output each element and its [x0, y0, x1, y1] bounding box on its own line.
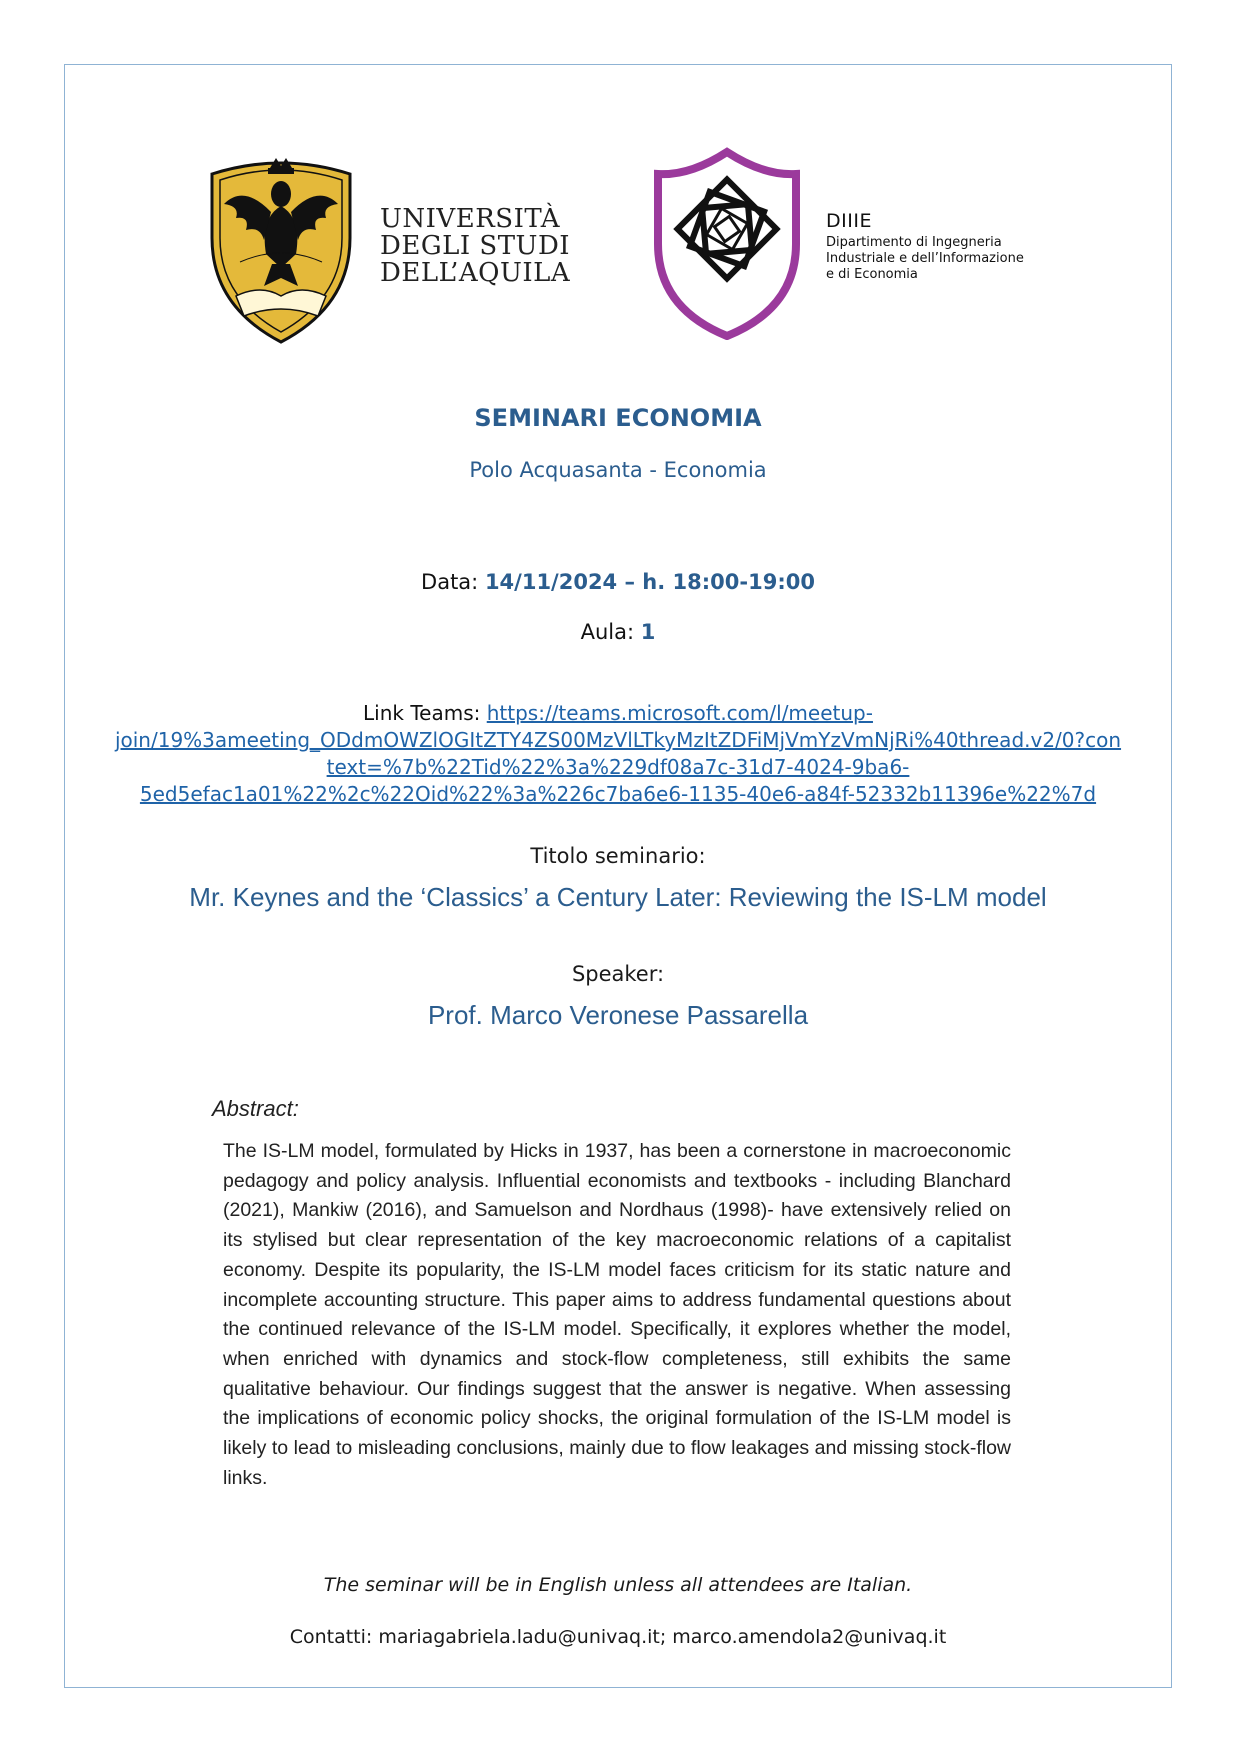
- aula-line: [64, 620, 1172, 644]
- aula-label: Aula:: [580, 620, 635, 644]
- page-subtitle: Polo Acquasanta - Economia: [469, 458, 767, 482]
- teams-link[interactable]: 5ed5efac1a01%22%2c%22Oid%22%3a%226c7ba6e6-1135-40e6-a84f-52332b11396e%22%7d: [139, 782, 1097, 806]
- teams-line-3: [64, 754, 1172, 781]
- univaq-name-line: UNIVERSITÀ: [380, 204, 561, 234]
- page-title: SEMINARI ECONOMIA: [474, 404, 762, 432]
- univaq-name-line: DEGLI STUDI: [380, 231, 571, 261]
- contacts-line: [64, 1626, 1172, 1648]
- contacts-label: Contatti:: [289, 1626, 373, 1648]
- date-line: [64, 570, 1172, 594]
- speaker-name: Prof. Marco Veronese Passarella: [427, 1000, 809, 1030]
- seminar-title: Mr. Keynes and the ‘Classics’ a Century Later: Reviewing the IS-LM model: [189, 882, 1047, 912]
- teams-line-1: [64, 700, 1172, 727]
- univaq-name: [380, 206, 570, 287]
- aula-value: 1: [640, 620, 656, 644]
- seminar-title-label: Titolo seminario:: [530, 844, 706, 868]
- teams-block: [64, 700, 1172, 808]
- teams-line-2: [64, 727, 1172, 754]
- diiie-line: Dipartimento di Ingegneria: [826, 235, 1002, 250]
- diiie-text: [826, 210, 1024, 283]
- diiie-line: e di Economia: [826, 267, 918, 282]
- diiie-shield-icon: [652, 146, 802, 340]
- contacts-emails[interactable]: mariagabriela.ladu@univaq.it; marco.amendola2@univaq.it: [378, 1626, 947, 1648]
- diiie-logo: [652, 146, 802, 340]
- date-value: 14/11/2024 – h. 18:00-19:00: [484, 570, 815, 594]
- univaq-shield-icon: [206, 146, 356, 346]
- teams-link[interactable]: https://teams.microsoft.com/l/meetup-: [486, 701, 873, 725]
- speaker-label: Speaker:: [571, 962, 665, 986]
- teams-label: Link Teams:: [363, 701, 481, 725]
- teams-link[interactable]: text=%7b%22Tid%22%3a%229df08a7c-31d7-4024-9ba6-: [326, 755, 910, 779]
- language-note: The seminar will be in English unless all attendees are Italian.: [323, 1574, 913, 1596]
- diiie-abbr: DIIIE: [826, 210, 872, 232]
- abstract-text: The IS-LM model, formulated by Hicks in 1937, has been a cornerstone in macroeconomic pedagogy and policy analysis. Influential economists and textbooks - including Blanchard (2021), Mankiw (2016), and Samuelson and Nordhaus (1998)- have extensively relied on its stylised but clear representation of the key macroeconomic relations of a capitalist economy. Despite its popularity, the IS-LM model faces criticism for its static nature and incomplete accounting structure. This paper aims to address fundamental questions about the continued relevance of the IS-LM model. Specifically, it explores whether the model, when enriched with dynamics and stock-flow completeness, still exhibits the same qualitative behaviour. Our findings suggest that the answer is negative. When assessing the implications of economic policy shocks, the original formulation of the IS-LM model is likely to lead to misleading conclusions, mainly due to flow leakages and missing stock-flow links.: [223, 1140, 1011, 1489]
- teams-line-4: [64, 781, 1172, 808]
- abstract-label: Abstract:: [212, 1096, 299, 1121]
- teams-link[interactable]: join/19%3ameeting_ODdmOWZlOGItZTY4ZS00MzVlLTkyMzItZDFiMjVmYzVmNjRi%40thread.v2/0?con: [114, 728, 1122, 752]
- diiie-line: Industriale e dell’Informazione: [826, 251, 1024, 266]
- date-label: Data:: [421, 570, 479, 594]
- univaq-name-line: DELL’AQUILA: [380, 258, 571, 288]
